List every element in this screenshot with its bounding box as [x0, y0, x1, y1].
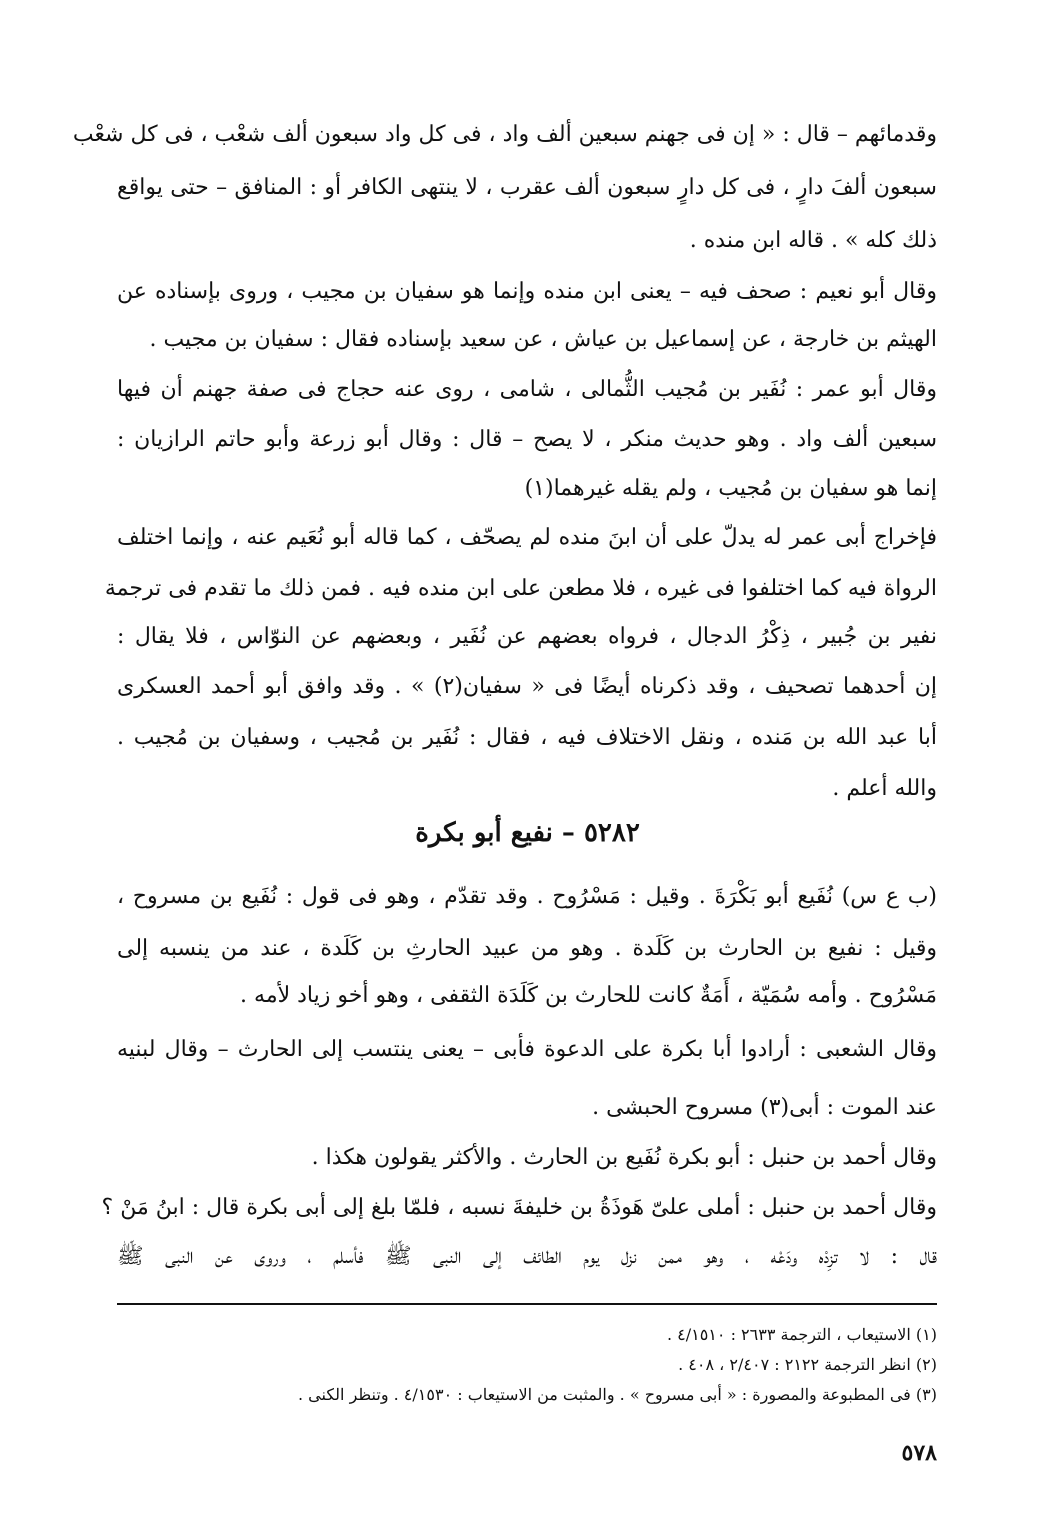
body-line: مَسْرُوح . وأمه سُمَيّة ، أَمَةٌ كانت للحارث بن كَلَدَة الثقفى ، وهو أخو زياد لأمه .	[240, 983, 937, 1008]
body-line: الهيثم بن خارجة ، عن إسماعيل بن عياش ، عن سعيد بإسناده فقال : سفيان بن مجيب .	[149, 327, 937, 352]
body-line: ذلك كله » . قاله ابن منده .	[689, 228, 937, 253]
body-line: وقال أحمد بن حنبل : أبو بكرة نُفَيع بن الحارث . والأكثر يقولون هكذا .	[311, 1145, 937, 1170]
footnote: (٣) فى المطبوعة والمصورة : « أبى مسروح » . والمثبت من الاستيعاب : ٤/١٥٣٠ . وتنظر الكنى .	[298, 1385, 937, 1404]
body-line: سبعون ألفَ دارٍ ، فى كل دارٍ سبعون ألف عقرب ، لا ينتهى الكافر أو : المنافق – حتى يواقع	[117, 175, 937, 200]
body-line: إن أحدهما تصحيف ، وقد ذكرناه أيضًا فى « سفيان(٢) » . وقد وافق أبو أحمد العسكرى	[117, 674, 937, 699]
body-line: عند الموت : أبى(٣) مسروح الحبشى .	[592, 1095, 937, 1120]
footnote: (٢) انظر الترجمة ٢١٢٢ : ٢/٤٠٧ ، ٤٠٨ .	[678, 1355, 937, 1374]
body-line: أبا عبد الله بن مَنده ، ونقل الاختلاف فيه ، فقال : نُفَير بن مُجيب ، وسفيان بن مُجيب .	[117, 725, 937, 750]
body-line: وقال أحمد بن حنبل : أملى علىّ هَوذَةُ بن خليفةَ نسبه ، فلمّا بلغ إلى أبى بكرة قال : ابنُ مَنْ ؟	[101, 1195, 937, 1220]
body-line: (ب ع س) نُفَيع أبو بَكْرَةَ . وقيل : مَسْرُوح . وقد تقدّم ، وهو فى قول : نُفَيع بن مسروح ،	[117, 884, 937, 909]
body-line: وقدمائهم – قال : « إن فى جهنم سبعين ألف واد ، فى كل واد سبعون ألف شعْب ، فى كل شعْب	[72, 122, 937, 147]
body-line: وقال أبو عمر : نُفَير بن مُجيب الثُّمالى ، شامى ، روى عنه حجاج فى صفة جهنم أن فيها	[117, 377, 937, 402]
body-line: سبعين ألف واد . وهو حديث منكر ، لا يصح – قال : وقال أبو زرعة وأبو حاتم الرازيان :	[117, 427, 937, 452]
body-line: والله أعلم .	[832, 776, 937, 801]
footnote-separator	[117, 1303, 937, 1305]
body-line: وقال الشعبى : أرادوا أبا بكرة على الدعوة فأبى – يعنى ينتسب إلى الحارث – وقال لبنيه	[117, 1037, 937, 1062]
body-line: إنما هو سفيان بن مُجيب ، ولم يقله غيرهما(١)	[524, 476, 937, 501]
body-line: وقيل : نفيع بن الحارث بن كَلَدة . وهو من عبيد الحارثِ بن كَلَدة ، عند من ينسبه إلى	[117, 936, 937, 961]
footnote: (١) الاستيعاب ، الترجمة ٢٦٣٣ : ٤/١٥١٠ .	[666, 1325, 937, 1344]
entry-heading: ٥٢٨٢ – نفيع أبو بكرة	[415, 818, 640, 848]
body-line: الرواة فيه كما اختلفوا فى غيره ، فلا مطعن على ابن منده فيه . فمن ذلك ما تقدم فى ترجمة	[104, 576, 937, 601]
page-number: ٥٧٨	[901, 1440, 937, 1466]
body-line: قال : لا تزِدْه ودَعْه ، وهو ممن نزل يوم الطائف إلى النبى ﷺ فأسلم ، وروى عن النبى ﷺ	[117, 1244, 937, 1269]
body-line: وقال أبو نعيم : صحف فيه – يعنى ابن منده وإنما هو سفيان بن مجيب ، وروى بإسناده عن	[117, 279, 937, 304]
body-line: فإخراج أبى عمر له يدلّ على أن ابنَ منده لم يصحّف ، كما قاله أبو نُعَيم عنه ، وإنما اختلف	[117, 525, 937, 550]
body-line: نفير بن جُبير ، ذِكْرُ الدجال ، فرواه بعضهم عن نُفَير ، وبعضهم عن النوّاس ، فلا يقال :	[117, 624, 937, 649]
